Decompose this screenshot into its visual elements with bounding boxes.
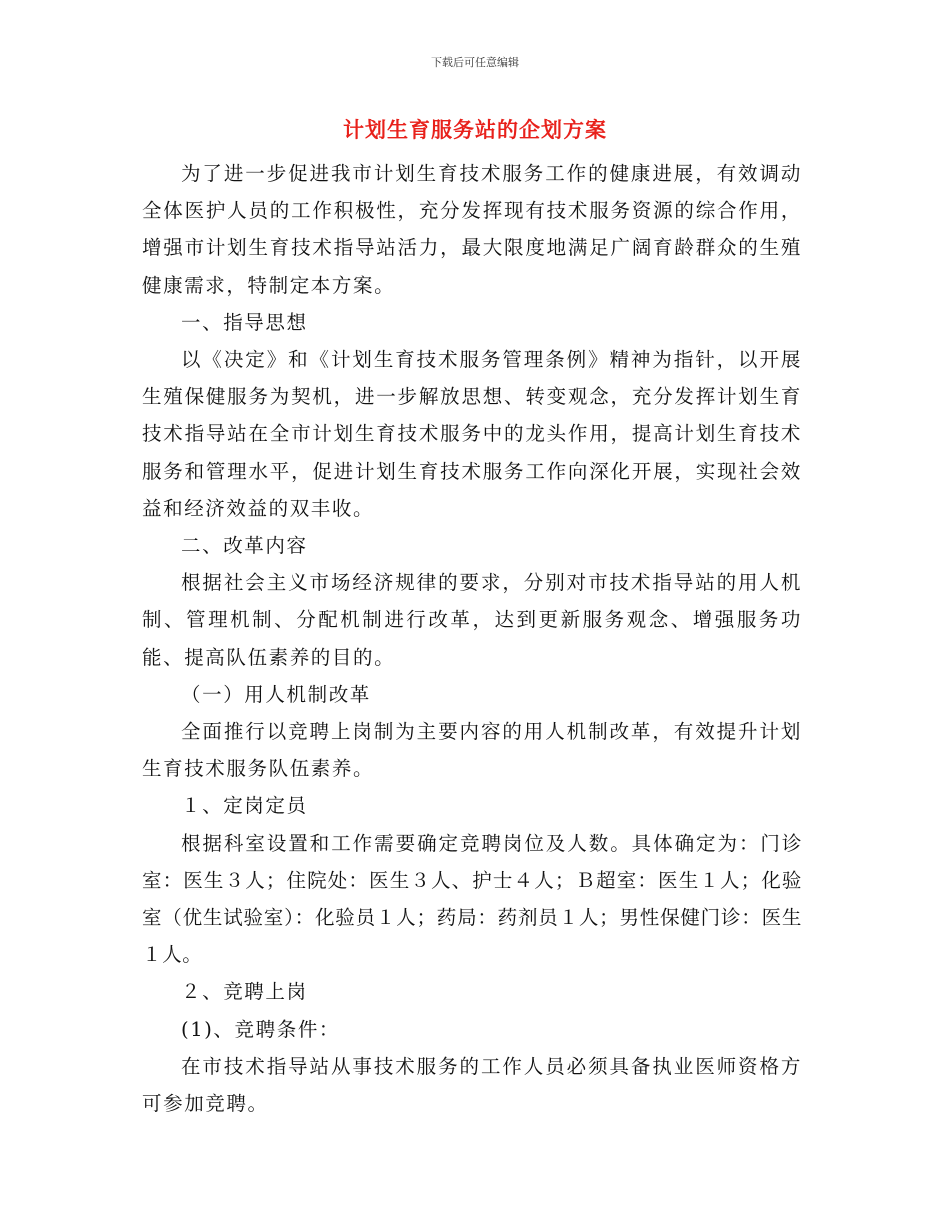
- section-heading-reform-content: 二、改革内容: [181, 534, 308, 558]
- header-note: 下载后可任意编辑: [431, 56, 519, 69]
- paragraph-employment-reform: 全面推行以竞聘上岗制为主要内容的用人机制改革，有效提升计划生育技术服务队伍素养。: [142, 720, 802, 781]
- paragraph-reform-content: 根据社会主义市场经济规律的要求，分别对市技术指导站的用人机制、管理机制、分配机制进行改革，达到更新服务观念、增强服务功能、提高队伍素养的目的。: [142, 571, 802, 669]
- paragraph-fixed-posts: 根据科室设置和工作需要确定竞聘岗位及人数。具体确定为：门诊室：医生３人；住院处：医生３人、护士４人；Ｂ超室：医生１人；化验室（优生试验室）：化验员１人；药局：药剂员１人；男性保健门诊：医生１人。: [142, 831, 802, 967]
- item-heading-competitive-posts: ２、竞聘上岗: [181, 980, 308, 1004]
- document-body: [142, 155, 802, 1122]
- paragraph-guiding-ideology: 以《决定》和《计划生育技术服务管理条例》精神为指针，以开展生殖保健服务为契机，进一步解放思想、转变观念，充分发挥计划生育技术指导站在全市计划生育技术服务中的龙头作用，提高计划生育技术服务和管理水平，促进计划生育技术服务工作向深化开展，实现社会效益和经济效益的双丰收。: [142, 348, 802, 520]
- item-heading-fixed-posts: １、定岗定员: [181, 794, 308, 818]
- subsection-heading-employment-reform: （一）用人机制改革: [181, 682, 371, 706]
- paragraph-competition-conditions: 在市技术指导站从事技术服务的工作人员必须具备执业医师资格方可参加竞聘。: [142, 1054, 802, 1116]
- section-heading-guiding-ideology: 一、指导思想: [181, 310, 308, 334]
- item-heading-competition-conditions: (1)、竞聘条件：: [181, 1017, 341, 1041]
- paragraph-intro: 为了进一步促进我市计划生育技术服务工作的健康进展，有效调动全体医护人员的工作积极性，充分发挥现有技术服务资源的综合作用，增强市计划生育技术指导站活力，最大限度地满足广阔育龄群众的生殖健康需求，特制定本方案。: [142, 162, 802, 297]
- document-title: 计划生育服务站的企划方案: [343, 118, 607, 142]
